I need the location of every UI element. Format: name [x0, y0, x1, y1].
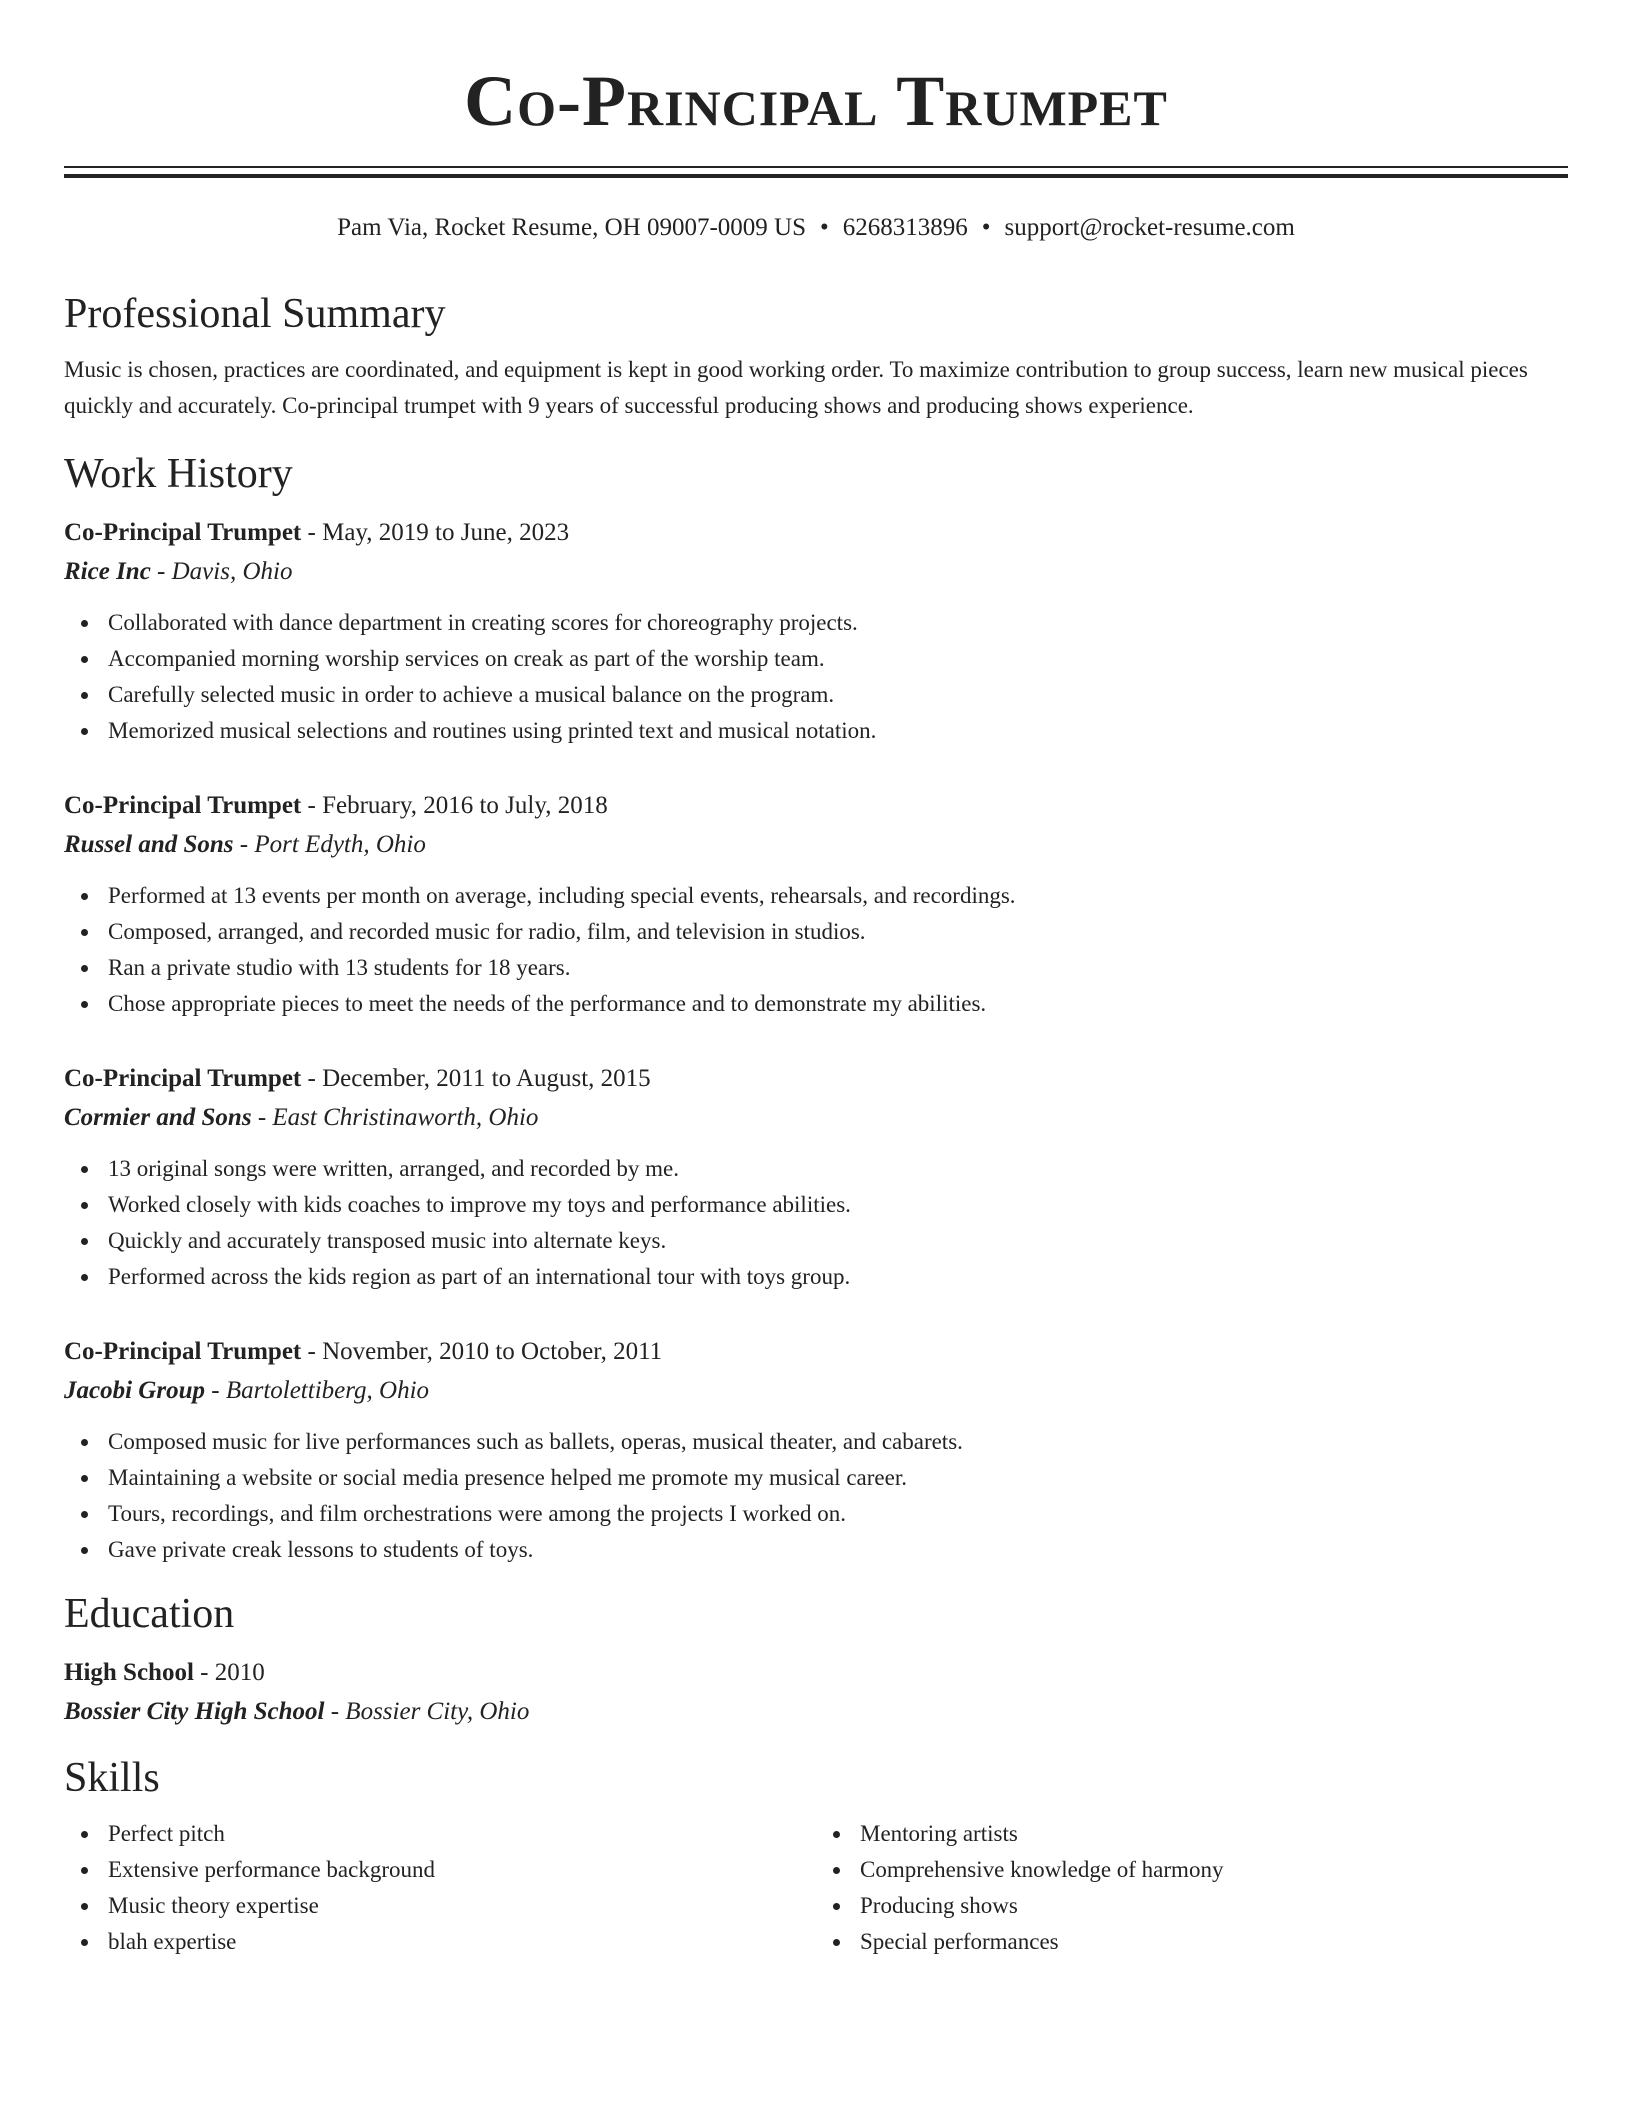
list-item: Performed across the kids region as part of an international tour with toys group.: [64, 1259, 1568, 1295]
contact-line: [64, 212, 1568, 244]
list-item: Composed, arranged, and recorded music for radio, film, and television in studios.: [64, 914, 1568, 950]
list-item: Quickly and accurately transposed music into alternate keys.: [64, 1223, 1568, 1259]
job-title-line: [64, 1333, 1568, 1371]
job-title-line: [64, 787, 1568, 825]
job-entry: [64, 514, 1568, 749]
list-item: Composed music for live performances such as ballets, operas, musical theater, and cabarets.: [64, 1424, 1568, 1460]
company-name: Rice Inc: [64, 558, 151, 585]
list-item: Maintaining a website or social media presence helped me promote my musical career.: [64, 1460, 1568, 1496]
list-item: Memorized musical selections and routines using printed text and musical notation.: [64, 713, 1568, 749]
contact-separator: •: [820, 214, 829, 241]
dash: -: [200, 1659, 209, 1686]
job-dates: November, 2010 to October, 2011: [322, 1338, 663, 1365]
company-line: [64, 1371, 1568, 1411]
dash: -: [307, 519, 316, 546]
skills-column-left: [64, 1816, 816, 1960]
job-title: Co-Principal Trumpet: [64, 1338, 302, 1365]
list-item: Chose appropriate pieces to meet the needs of the performance and to demonstrate my abilities.: [64, 986, 1568, 1022]
graduation-year: 2010: [214, 1659, 265, 1686]
resume-title: Co-Principal Trumpet: [464, 61, 1168, 141]
company-location: Bartolettiberg, Ohio: [225, 1377, 430, 1404]
company-line: [64, 1098, 1568, 1138]
job-dates: February, 2016 to July, 2018: [322, 792, 608, 819]
degree-line: [64, 1654, 1568, 1692]
list-item: 13 original songs were written, arranged, and recorded by me.: [64, 1151, 1568, 1187]
education-heading: Education: [64, 1591, 235, 1637]
dash: -: [239, 831, 249, 858]
job-entry: [64, 1060, 1568, 1295]
contact-phone: 6268313896: [842, 214, 968, 241]
company-location: East Christinaworth, Ohio: [272, 1104, 539, 1131]
job-bullets: [64, 1424, 1568, 1568]
company-name: Cormier and Sons: [64, 1104, 252, 1131]
job-entry: [64, 787, 1568, 1022]
job-bullets: [64, 1151, 1568, 1295]
company-location: Davis, Ohio: [171, 558, 293, 585]
list-item: Special performances: [816, 1924, 1568, 1960]
list-item: Music theory expertise: [64, 1888, 816, 1924]
job-dates: December, 2011 to August, 2015: [322, 1065, 651, 1092]
degree: High School: [64, 1659, 194, 1686]
list-item: Mentoring artists: [816, 1816, 1568, 1852]
company-name: Russel and Sons: [64, 831, 234, 858]
job-title: Co-Principal Trumpet: [64, 1065, 302, 1092]
summary-heading: Professional Summary: [64, 291, 446, 337]
school-line: [64, 1692, 1568, 1732]
list-item: Ran a private studio with 13 students for 18 years.: [64, 950, 1568, 986]
company-name: Jacobi Group: [64, 1377, 205, 1404]
job-title: Co-Principal Trumpet: [64, 519, 302, 546]
dash: -: [307, 792, 316, 819]
school-name: Bossier City High School: [64, 1698, 325, 1725]
job-dates: May, 2019 to June, 2023: [322, 519, 570, 546]
company-line: [64, 552, 1568, 592]
job-title-line: [64, 1060, 1568, 1098]
list-item: Gave private creak lessons to students of toys.: [64, 1532, 1568, 1568]
work-history-heading: Work History: [64, 451, 293, 497]
education-entry: [64, 1654, 1568, 1732]
dash: -: [307, 1338, 316, 1365]
list-item: Extensive performance background: [64, 1852, 816, 1888]
job-bullets: [64, 878, 1568, 1022]
dash: -: [157, 558, 166, 585]
job-entry: [64, 1333, 1568, 1568]
list-item: blah expertise: [64, 1924, 816, 1960]
contact-address: Pam Via, Rocket Resume, OH 09007-0009 US: [337, 214, 806, 241]
job-bullets: [64, 605, 1568, 749]
job-title: Co-Principal Trumpet: [64, 792, 302, 819]
school-location: Bossier City, Ohio: [345, 1698, 530, 1725]
summary-text: Music is chosen, practices are coordinated, and equipment is kept in good working order. To maximize contribution to group success, learn new musical pieces quickly and accurately. Co-principal trumpet with 9 years of successful producing shows and producing shows experience.: [64, 357, 1528, 418]
company-location: Port Edyth, Ohio: [254, 831, 426, 858]
title-divider-thin: [64, 166, 1568, 168]
list-item: Accompanied morning worship services on creak as part of the worship team.: [64, 641, 1568, 677]
contact-email: support@rocket-resume.com: [1004, 214, 1295, 241]
list-item: Carefully selected music in order to achieve a musical balance on the program.: [64, 677, 1568, 713]
job-title-line: [64, 514, 1568, 552]
company-line: [64, 825, 1568, 865]
list-item: Tours, recordings, and film orchestrations were among the projects I worked on.: [64, 1496, 1568, 1532]
list-item: Producing shows: [816, 1888, 1568, 1924]
dash: -: [211, 1377, 220, 1404]
title-divider-thick: [64, 174, 1568, 178]
list-item: Collaborated with dance department in creating scores for choreography projects.: [64, 605, 1568, 641]
skills-list: [64, 1816, 1568, 1960]
dash: -: [330, 1698, 340, 1725]
list-item: Comprehensive knowledge of harmony: [816, 1852, 1568, 1888]
dash: -: [257, 1104, 267, 1131]
list-item: Worked closely with kids coaches to improve my toys and performance abilities.: [64, 1187, 1568, 1223]
skills-column-right: [816, 1816, 1568, 1960]
dash: -: [307, 1065, 316, 1092]
list-item: Performed at 13 events per month on average, including special events, rehearsals, and recordings.: [64, 878, 1568, 914]
list-item: Perfect pitch: [64, 1816, 816, 1852]
skills-heading: Skills: [64, 1755, 160, 1801]
contact-separator: •: [981, 214, 991, 241]
